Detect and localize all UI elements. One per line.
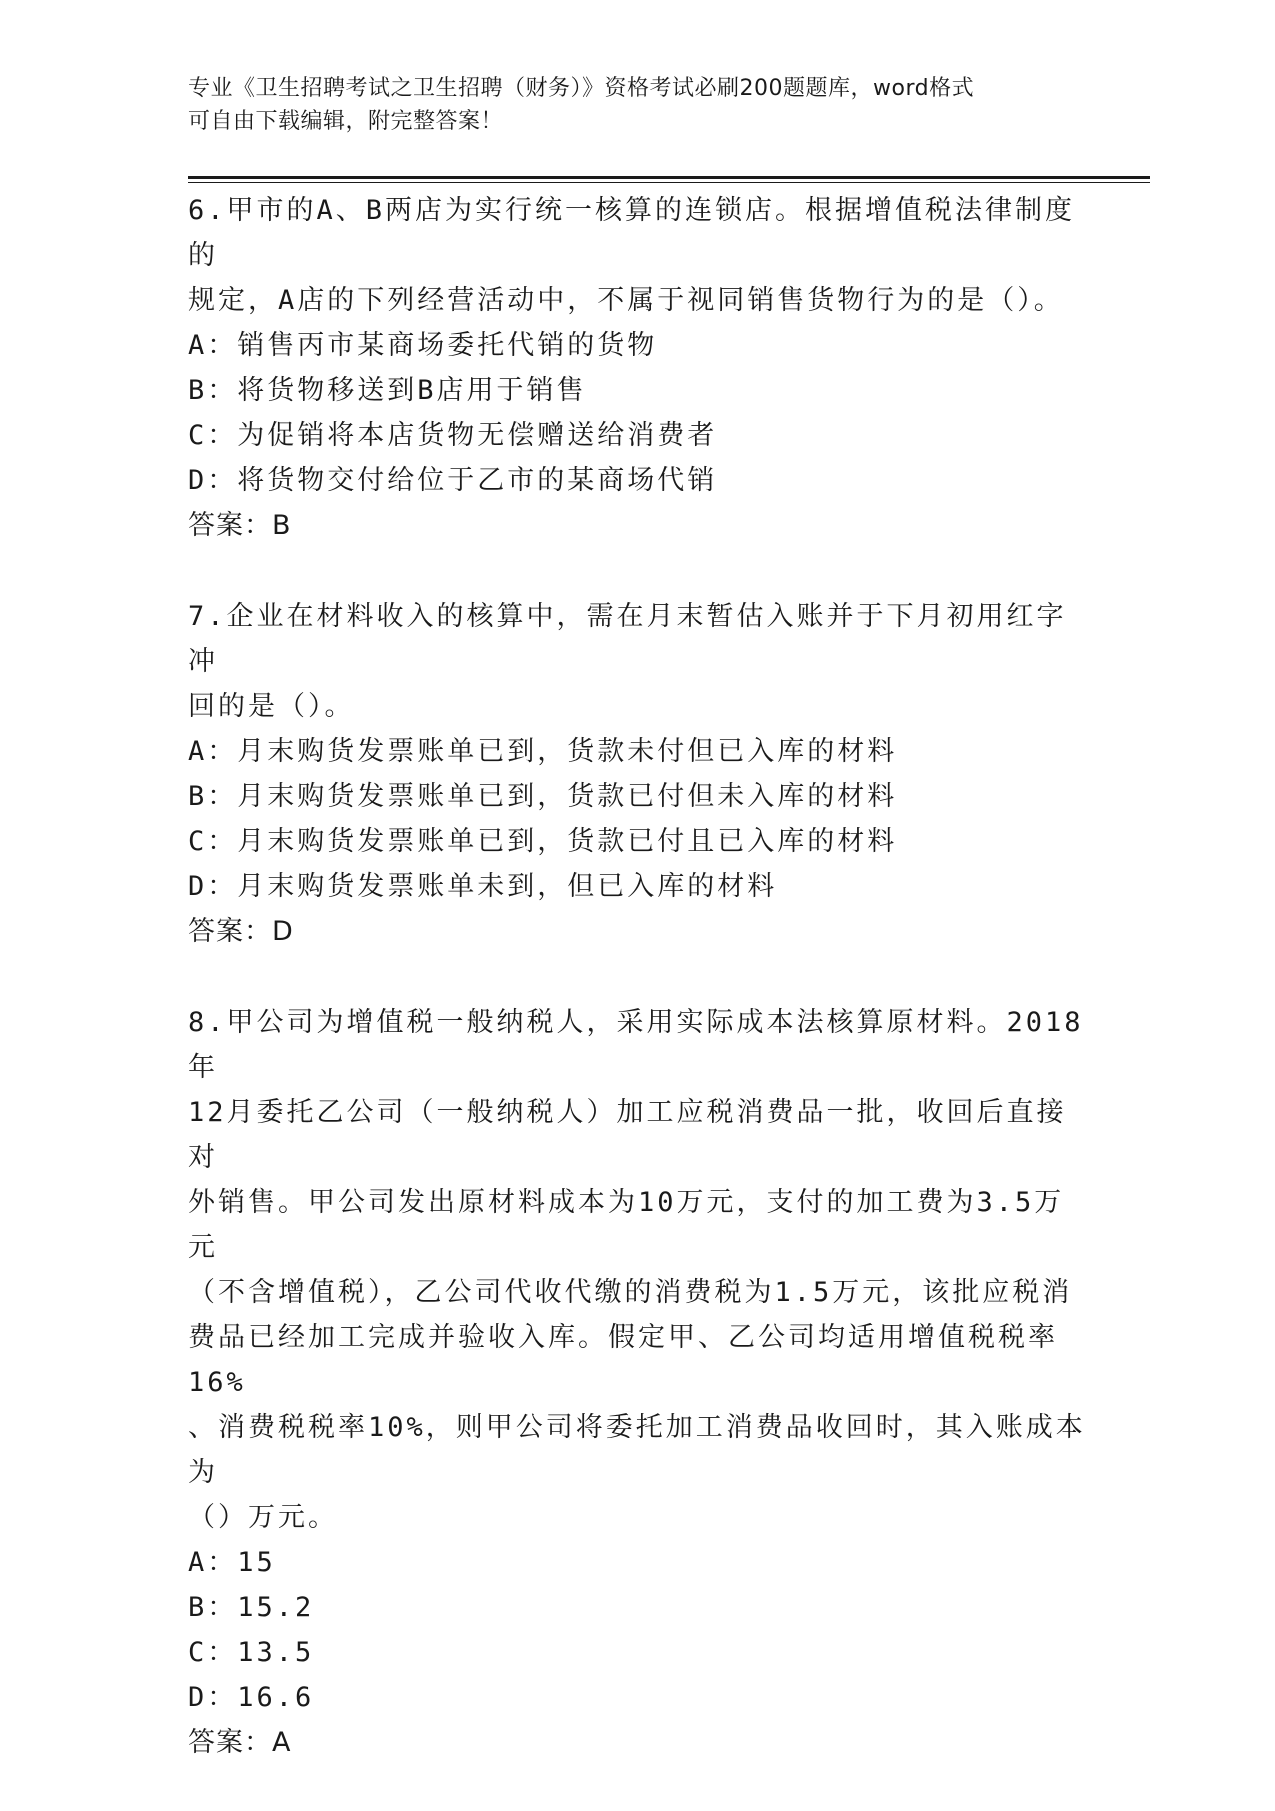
question-stem-line: 回的是（）。 (188, 691, 355, 722)
option-d: D：将货物交付给位于乙市的某商场代销 (188, 465, 718, 496)
option-c: C：13.5 (188, 1637, 315, 1668)
option-a: A：销售丙市某商场委托代销的货物 (188, 330, 658, 361)
question-stem-line: （不含增值税），乙公司代收代缴的消费税为1.5万元，该批应税消 (188, 1277, 1073, 1308)
option-a: A：月末购货发票账单已到，货款未付但已入库的材料 (188, 736, 898, 767)
question-stem-line: 费品已经加工完成并验收入库。假定甲、乙公司均适用增值税税率16% (188, 1322, 1058, 1398)
question-stem-line: 、消费税税率10%，则甲公司将委托加工消费品收回时，其入账成本为 (188, 1412, 1086, 1488)
header-divider-thin (188, 182, 1150, 183)
option-c: C：为促销将本店货物无偿赠送给消费者 (188, 420, 718, 451)
header-line-1: 专业《卫生招聘考试之卫生招聘（财务）》资格考试必刷200题题库，word格式 (188, 76, 975, 101)
question-stem-line: 6.甲市的A、B两店为实行统一核算的连锁店。根据增值税法律制度的 (188, 195, 1076, 271)
header-line-2: 可自由下载编辑，附完整答案！ (188, 109, 504, 134)
answer-line: 答案：D (188, 916, 294, 947)
question-list (188, 188, 1088, 1811)
question-stem-line: 8.甲公司为增值税一般纳税人，采用实际成本法核算原材料。2018年 (188, 1007, 1084, 1083)
question-8 (188, 1000, 1088, 1765)
question-stem-line: 外销售。甲公司发出原材料成本为10万元，支付的加工费为3.5万元 (188, 1187, 1065, 1263)
question-stem-line: 12月委托乙公司（一般纳税人）加工应税消费品一批，收回后直接对 (188, 1097, 1067, 1173)
answer-line: 答案：A (188, 1727, 292, 1758)
option-c: C：月末购货发票账单已到，货款已付且已入库的材料 (188, 826, 898, 857)
option-d: D：16.6 (188, 1682, 315, 1713)
option-a: A：15 (188, 1547, 276, 1578)
option-d: D：月末购货发票账单未到，但已入库的材料 (188, 871, 778, 902)
option-b: B：月末购货发票账单已到，货款已付但未入库的材料 (188, 781, 898, 812)
question-stem-line: （）万元。 (188, 1502, 338, 1533)
question-6 (188, 188, 1088, 548)
question-7 (188, 594, 1088, 954)
document-header (188, 72, 1068, 138)
question-stem-line: 7.企业在材料收入的核算中，需在月末暂估入账并于下月初用红字冲 (188, 601, 1067, 677)
answer-line: 答案：B (188, 510, 292, 541)
option-b: B：将货物移送到B店用于销售 (188, 375, 587, 406)
question-stem-line: 规定，A店的下列经营活动中，不属于视同销售货物行为的是（）。 (188, 285, 1064, 316)
option-b: B：15.2 (188, 1592, 315, 1623)
header-divider-thick (188, 176, 1150, 179)
